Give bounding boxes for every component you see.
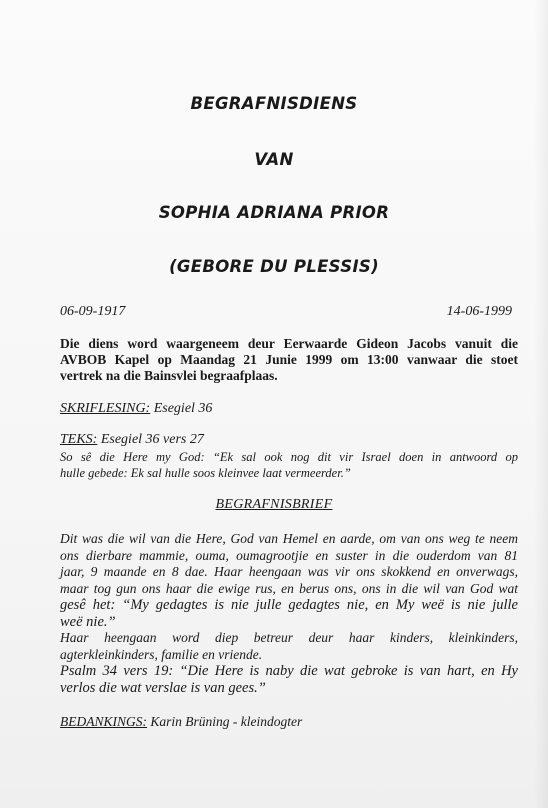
title-maiden-name: (GEBORE DU PLESSIS) <box>169 257 379 276</box>
scripture-value: Esegiel 36 <box>153 401 213 416</box>
letter-line: Dit was die wil van die Here, God van Hemel en aarde, om van ons weg te neem <box>60 531 518 546</box>
text-quote <box>60 449 518 481</box>
letter-heading: BEGRAFNISBRIEF <box>215 497 333 512</box>
text-quote-line: So sê die Here my God: “Ek sal ook nog dit vir Israel doen in antwoord op <box>60 450 518 464</box>
service-details <box>60 336 518 384</box>
title-of: VAN <box>254 150 294 169</box>
service-line: AVBOB Kapel op Maandag 21 Junie 1999 om 13:00 vanwaar die stoet <box>60 352 518 367</box>
sermon-text <box>60 432 204 448</box>
text-reference: Esegiel 36 vers 27 <box>100 432 204 447</box>
death-date: 14-06-1999 <box>446 304 512 319</box>
scripture-reading <box>60 401 212 417</box>
text-quote-line: hulle gebede: Ek sal hulle soos kleinvee laat vermeerder.” <box>60 466 351 480</box>
text-label: TEKS: <box>60 432 98 447</box>
service-line: vertrek na die Bainsvlei begraafplaas. <box>60 368 278 383</box>
letter-line: maar tog gun ons haar die ewige rus, en berus ons, ons in die wil van God wat <box>60 580 518 596</box>
letter-line: Haar heengaan word diep betreur deur haar kinders, kleinkinders, <box>60 630 518 645</box>
letter-line: jaar, 9 maande en 8 dae. Haar heengaan was vir ons skokkend en onverwags, <box>60 564 518 579</box>
acknowledgements <box>60 714 302 730</box>
letter-line: ons dierbare mammie, ouma, oumagrootjie en suster in die ouderdom van 81 <box>60 547 518 563</box>
title-service: BEGRAFNISDIENS <box>190 94 358 113</box>
letter-line: gesê het: “My gedagtes is nie julle gedagtes nie, en My weë is nie julle <box>60 597 518 613</box>
thanks-label: BEDANKINGS: <box>60 714 147 729</box>
title-deceased-name: SOPHIA ADRIANA PRIOR <box>158 203 390 222</box>
letter-line: weë nie.” <box>60 613 116 630</box>
letter-line: agterkleinkinders, familie en vriende. <box>60 646 263 662</box>
letter-line: Psalm 34 vers 19: “Die Here is naby die wat gebroke is van hart, en Hy <box>60 663 518 679</box>
service-line: Die diens word waargeneem deur Eerwaarde Gideon Jacobs vanuit die <box>60 336 518 351</box>
scripture-label: SKRIFLESING: <box>60 401 151 416</box>
birth-date: 06-09-1917 <box>60 304 126 319</box>
thanks-value: Karin Brüning - kleindogter <box>150 714 303 729</box>
paper-edge-shadow <box>534 0 548 808</box>
funeral-letter <box>60 531 518 696</box>
letter-line: verlos die wat verslae is van gees.” <box>60 679 266 696</box>
